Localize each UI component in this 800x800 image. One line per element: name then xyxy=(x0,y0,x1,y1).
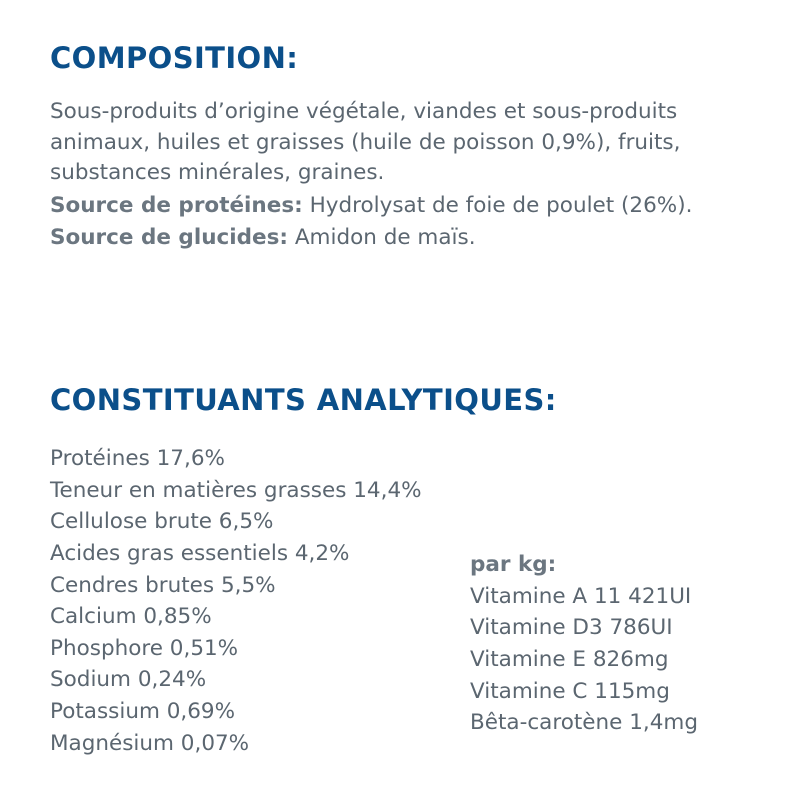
carb-source-line xyxy=(50,223,750,254)
list-item: Vitamine C 115mg xyxy=(470,678,670,704)
analytical-constituents-section xyxy=(50,384,750,773)
list-item: Cellulose brute 6,5% xyxy=(50,509,274,535)
list-item: Bêta-carotène 1,4mg xyxy=(470,710,698,736)
composition-section xyxy=(50,42,750,254)
composition-lead-text: Sous-produits d’origine végétale, viandes et sous-produits animaux, huiles et graisses (huile de poisson 0,9%), fruits, substances minérales, graines. xyxy=(50,99,681,186)
constituents-column xyxy=(50,443,470,759)
protein-source-value: Hydrolysat de foie de poulet (26%). xyxy=(309,192,693,218)
list-item: Phosphore 0,51% xyxy=(50,635,239,661)
list-item: Vitamine E 826mg xyxy=(470,647,669,673)
list-item: Sodium 0,24% xyxy=(50,667,207,693)
analytical-constituents-title: CONSTITUANTS ANALYTIQUES: xyxy=(50,382,557,417)
list-item: Magnésium 0,07% xyxy=(50,730,250,756)
list-item: Acides gras essentiels 4,2% xyxy=(50,541,350,567)
list-item: Protéines 17,6% xyxy=(50,446,225,472)
list-item: Vitamine A 11 421UI xyxy=(470,583,692,609)
protein-source-label: Source de protéines: xyxy=(50,192,303,218)
list-item: Cendres brutes 5,5% xyxy=(50,572,276,598)
vitamins-column xyxy=(470,549,800,739)
carb-source-label: Source de glucides: xyxy=(50,225,288,251)
list-item: Calcium 0,85% xyxy=(50,604,212,630)
section-divider-space xyxy=(50,254,750,384)
analytical-constituents-body xyxy=(50,443,750,773)
per-kg-heading: par kg: xyxy=(470,552,557,578)
list-item: Potassium 0,69% xyxy=(50,699,236,725)
list-item: Teneur en matières grasses 14,4% xyxy=(50,477,422,503)
composition-body xyxy=(50,97,750,254)
composition-title: COMPOSITION: xyxy=(50,41,299,75)
list-item: Vitamine D3 786UI xyxy=(470,615,673,641)
carb-source-value: Amidon de maïs. xyxy=(294,225,476,251)
protein-source-line xyxy=(50,191,750,222)
